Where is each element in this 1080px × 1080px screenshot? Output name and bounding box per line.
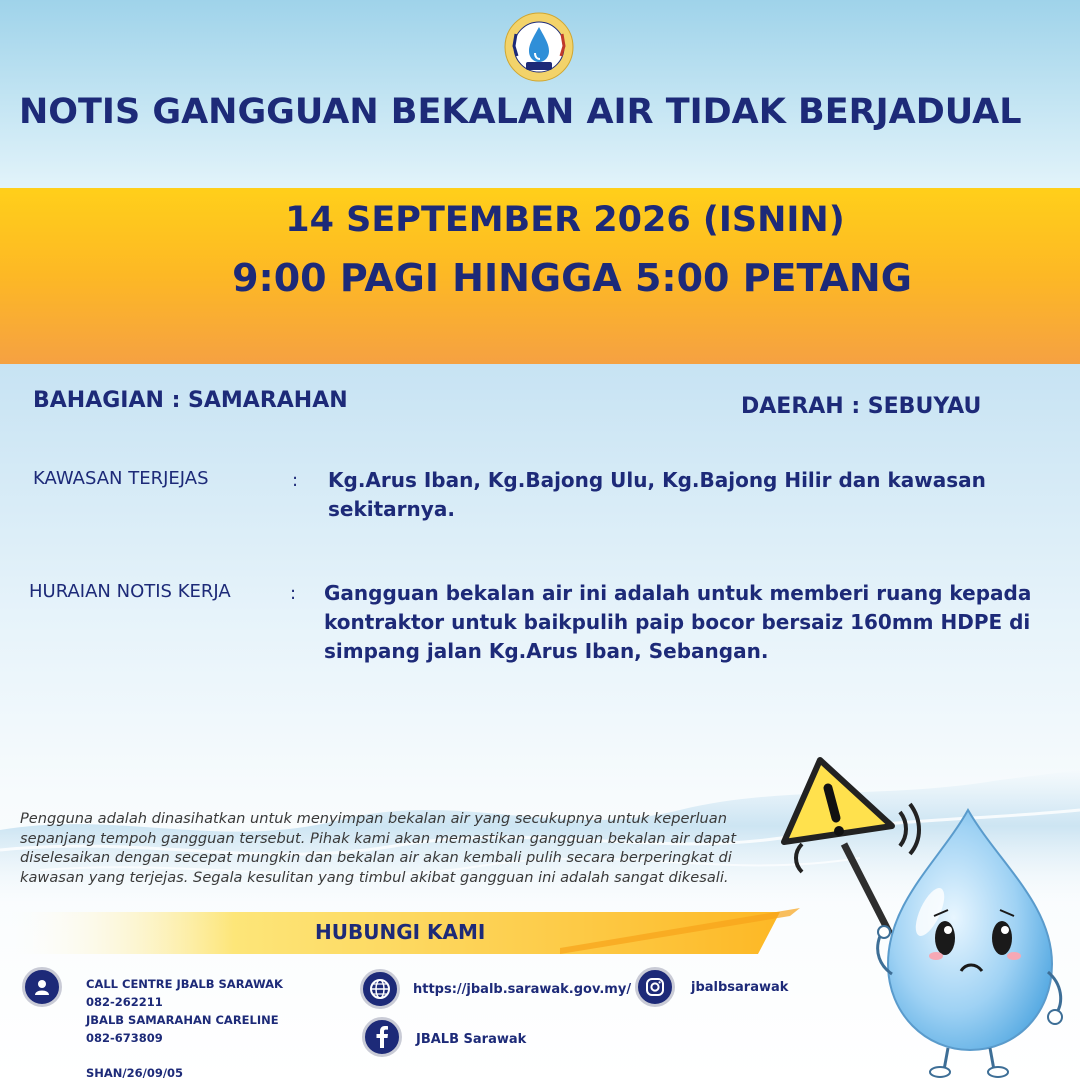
warning-icon: [784, 760, 919, 934]
advisory-line: kawasan yang terjejas. Segala kesulitan yang timbul akibat gangguan ini adalah sangat dikesali.: [20, 868, 729, 886]
contact-heading: HUBUNGI KAMI: [315, 920, 486, 944]
schedule-time: 9:00 PAGI HINGGA 5:00 PETANG: [232, 256, 912, 300]
jbalb-logo: [504, 12, 574, 82]
work-description-line: simpang jalan Kg.Arus Iban, Sebangan.: [324, 639, 769, 663]
call-centre-name: CALL CENTRE JBALB SARAWAK: [86, 977, 283, 991]
person-icon: [22, 967, 62, 1007]
district-label: DAERAH : SEBUYAU: [741, 394, 982, 419]
call-centre-phone[interactable]: 082-262211: [86, 995, 163, 1009]
facebook-icon: [362, 1017, 402, 1057]
division-label: BAHAGIAN : SAMARAHAN: [33, 388, 348, 413]
affected-area-colon: :: [292, 470, 299, 491]
work-description-label: HURAIAN NOTIS KERJA: [29, 581, 231, 602]
website-link[interactable]: https://jbalb.sarawak.gov.my/: [413, 982, 632, 997]
instagram-icon: [635, 967, 675, 1007]
affected-area-label: KAWASAN TERJEJAS: [33, 468, 209, 489]
water-drop-mascot: [780, 752, 1080, 1080]
notice-title: NOTIS GANGGUAN BEKALAN AIR TIDAK BERJADUAL: [19, 92, 1022, 132]
schedule-date: 14 SEPTEMBER 2026 (ISNIN): [285, 200, 845, 240]
globe-icon: [360, 969, 400, 1009]
advisory-line: sepanjang tempoh gangguan tersebut. Pihak kami akan memastikan gangguan bekalan air dapat: [20, 829, 737, 847]
work-description-colon: :: [290, 583, 297, 604]
work-description-line: Gangguan bekalan air ini adalah untuk memberi ruang kepada: [324, 581, 1032, 605]
work-description-line: kontraktor untuk baikpulih paip bocor bersaiz 160mm HDPE di: [324, 610, 1031, 634]
instagram-link[interactable]: jbalbsarawak: [691, 980, 789, 995]
facebook-link[interactable]: JBALB Sarawak: [416, 1032, 527, 1047]
affected-area-line: Kg.Arus Iban, Kg.Bajong Ulu, Kg.Bajong Hilir dan kawasan: [328, 468, 986, 492]
affected-area-text: [328, 466, 986, 524]
affected-area-line: sekitarnya.: [328, 497, 455, 521]
advisory-text: [20, 809, 770, 887]
reference-code: SHAN/26/09/05: [86, 1066, 184, 1080]
advisory-line: Pengguna adalah dinasihatkan untuk menyimpan bekalan air yang secukupnya untuk keperluan: [20, 810, 727, 827]
advisory-line: diselesaikan dengan secepat mungkin dan bekalan air akan kembali pulih secara berperingkat di: [20, 849, 732, 866]
work-description-text: [324, 579, 1031, 666]
careline-phone[interactable]: 082-673809: [86, 1031, 163, 1045]
careline-name: JBALB SAMARAHAN CARELINE: [86, 1013, 279, 1027]
call-centre-block: [86, 975, 283, 1047]
